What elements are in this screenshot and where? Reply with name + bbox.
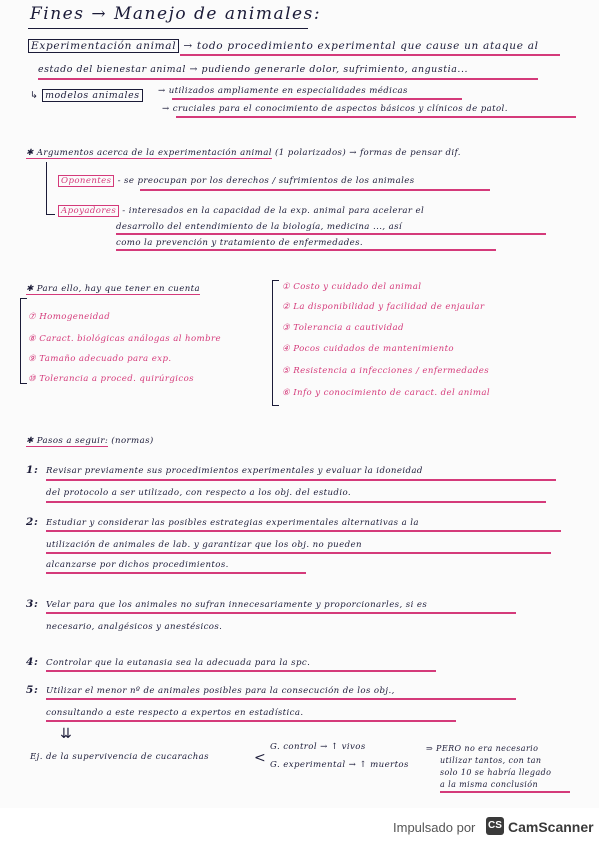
camscanner-brand: CamScanner: [508, 819, 594, 835]
section2-bracket: [46, 162, 55, 215]
left-list-bracket: [20, 298, 27, 384]
left-item-9: ⑨ Tamaño adecuado para exp.: [28, 354, 172, 364]
left-item-10: ⑩ Tolerancia a proced. quirúrgicos: [28, 374, 194, 384]
right-item-1: ① Costo y cuidado del animal: [282, 282, 422, 292]
right-item-4: ④ Pocos cuidados de mantenimiento: [282, 344, 455, 354]
section3-head-text: ✱ Para ello, hay que tener en cuenta: [26, 284, 201, 294]
line2-pink-rule: [38, 78, 538, 80]
camscanner-footer: [0, 808, 599, 848]
right-item-3: ③ Tolerancia a cautividad: [282, 323, 404, 333]
experimentacion-animal-label: Experimentación animal: [28, 39, 179, 53]
step2-number: 2:: [26, 516, 39, 528]
models-l1-rule: [172, 98, 462, 100]
example-label: Ej. de la supervivencia de cucarachas: [30, 752, 209, 762]
section2-head-text: ✱ Argumentos acerca de la experimentación animal: [26, 148, 272, 158]
step3-line2: necesario, analgésicos y anestésicos.: [46, 622, 223, 632]
step5-rule1: [46, 698, 516, 700]
modelos-animales-label: modelos animales: [42, 89, 143, 102]
step1-line2: del protocolo a ser utilizado, con respecto a los obj. del estudio.: [46, 488, 352, 498]
example-note-1: ⇒ PERO no era necesario: [426, 744, 539, 753]
sup-rule2: [116, 233, 546, 235]
step4-rule1: [46, 670, 436, 672]
apoyadores-line2: desarrollo del entendimiento de la biología, medicina ..., así: [116, 222, 403, 232]
example-note-4: a la misma conclusión: [440, 780, 539, 789]
oponentes-text: - se preocupan por los derechos / sufrimientos de los animales: [117, 176, 415, 186]
apoyadores-label: Apoyadores: [58, 205, 119, 217]
section3-heading: [26, 284, 200, 294]
step5-rule2: [46, 720, 456, 722]
oponentes-label: Oponentes: [58, 175, 114, 187]
sup-rule3: [116, 249, 496, 251]
step1-rule2: [46, 501, 546, 503]
supporters-row: [58, 206, 424, 216]
models-l2-rule: [176, 116, 576, 118]
step1-line1: Revisar previamente sus procedimientos experimentales y evaluar la idoneidad: [46, 466, 423, 476]
right-item-5: ⑤ Resistencia a infecciones / enfermedades: [282, 366, 490, 376]
line1-pink-rule: [180, 54, 560, 56]
section2-head-rest: (1 polarizados) → formas de pensar dif.: [275, 148, 461, 158]
step2-rule2: [46, 552, 551, 554]
models-line1: → utilizados ampliamente en especialidades médicas: [158, 86, 408, 96]
models-line2: → cruciales para el conocimiento de aspectos básicos y clínicos de patol.: [162, 104, 508, 114]
step2-line3: alcanzarse por dichos procedimientos.: [46, 560, 229, 570]
step5-line1: Utilizar el menor nº de animales posibles para la consecución de los obj.,: [46, 686, 395, 696]
step2-line2: utilización de animales de lab. y garantizar que los obj. no pueden: [46, 540, 362, 550]
opponents-row: [58, 176, 415, 186]
right-item-6: ⑥ Info y conocimiento de caract. del animal: [282, 388, 491, 398]
step5-number: 5:: [26, 684, 39, 696]
double-down-arrow-icon: ⇊: [60, 726, 72, 742]
step5-line2: consultando a este respecto a expertos en estadística.: [46, 708, 304, 718]
title-underline: [28, 28, 308, 29]
apoyadores-line1: - interesados en la capacidad de la exp. animal para acelerar el: [122, 206, 425, 216]
step4-line1: Controlar que la eutanasia sea la adecuada para la spc.: [46, 658, 311, 668]
left-item-7: ⑦ Homogeneidad: [28, 312, 111, 322]
example-note-3: solo 10 se habría llegado: [440, 768, 552, 777]
step2-line1: Estudiar y considerar las posibles estrategias experimentales alternativas a la: [46, 518, 419, 528]
example-group-experimental: G. experimental → ↑ muertos: [270, 760, 409, 770]
step3-number: 3:: [26, 598, 39, 610]
step3-rule1: [46, 612, 516, 614]
example-group-control: G. control → ↑ vivos: [270, 742, 366, 752]
powered-by-text: Impulsado por: [393, 820, 476, 835]
right-list-bracket: [272, 280, 279, 406]
section1-line2: estado del bienestar animal → pudiendo generarle dolor, sufrimiento, angustia...: [38, 64, 469, 75]
example-bracket-icon: <: [254, 750, 267, 766]
apoyadores-line3: como la prevención y tratamiento de enfermedades.: [116, 238, 364, 248]
step2-rule1: [46, 530, 561, 532]
step1-number: 1:: [26, 464, 39, 476]
section4-head-text: ✱ Pasos a seguir:: [26, 436, 109, 446]
step4-number: 4:: [26, 656, 39, 668]
section4-head-note: (normas): [111, 436, 154, 446]
camscanner-logo-icon: CS: [486, 817, 504, 835]
example-note-2: utilizar tantos, con tan: [440, 756, 542, 765]
step2-rule3: [46, 572, 306, 574]
section2-heading: [26, 148, 461, 158]
example-note-rule: [440, 791, 570, 793]
section1-line1-rest: → todo procedimiento experimental que cause un ataque al: [183, 40, 539, 52]
step1-rule1: [46, 479, 556, 481]
right-item-2: ② La disponibilidad y facilidad de enjaular: [282, 302, 485, 312]
left-item-8: ⑧ Caract. biológicas análogas al hombre: [28, 334, 221, 344]
section4-heading: [26, 436, 154, 446]
page-title: Fines → Manejo de animales:: [30, 4, 322, 24]
step3-line1: Velar para que los animales no sufran innecesariamente y proporcionarles, si es: [46, 600, 428, 610]
models-row: ↳ modelos animales: [30, 90, 143, 101]
section1-line1: [28, 40, 539, 52]
opp-rule: [140, 189, 490, 191]
